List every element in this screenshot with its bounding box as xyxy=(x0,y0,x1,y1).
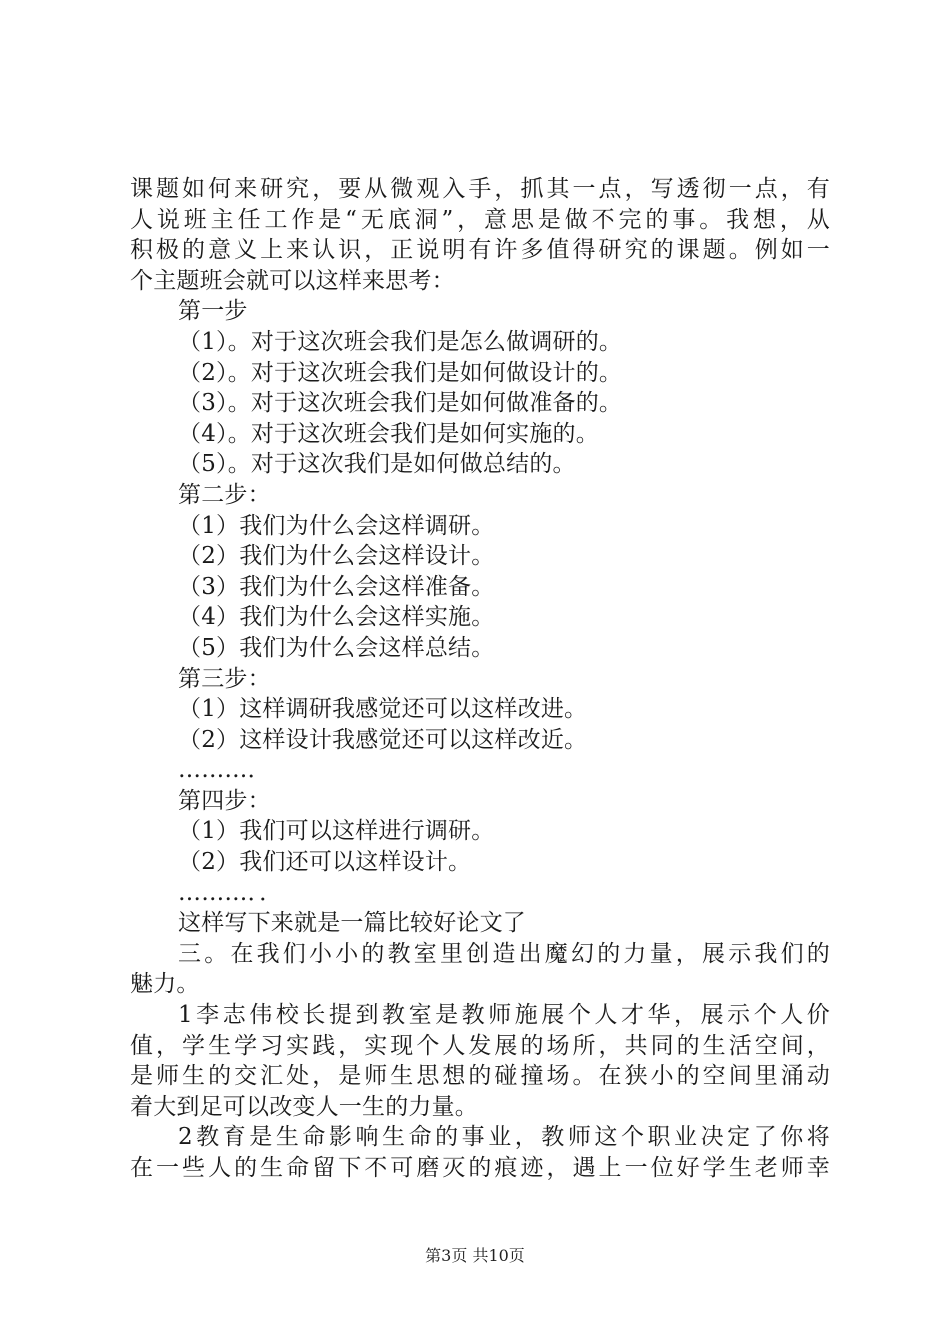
text-line: （2）我们为什么会这样设计。 xyxy=(178,543,495,570)
page-footer: 第3页 共10页 xyxy=(425,1246,525,1265)
text-line: 个主题班会就可以这样来思考： xyxy=(130,267,455,294)
text-line: 第一步 xyxy=(178,298,248,325)
text-line: 在一些人的生命留下不可磨灭的痕迹，遇上一位好学生老师幸 xyxy=(130,1155,830,1181)
text-line: （1）我们为什么会这样调研。 xyxy=(178,512,495,539)
text-line: 着大到足可以改变人一生的力量。 xyxy=(130,1093,478,1120)
text-line: （3）我们为什么会这样准备。 xyxy=(178,573,495,600)
text-line: （2）这样设计我感觉还可以这样改近。 xyxy=(178,726,588,753)
text-line: （2）。对于这次班会我们是如何做设计的。 xyxy=(178,359,623,386)
text-line: 第四步： xyxy=(178,787,271,814)
text-line: 积极的意义上来认识，正说明有许多值得研究的课题。例如一 xyxy=(130,237,830,264)
text-line: （4）。对于这次班会我们是如何实施的。 xyxy=(178,420,599,447)
text-line: （1）我们可以这样进行调研。 xyxy=(178,818,495,845)
text-line: ………． xyxy=(178,757,271,784)
text-line: （5）。对于这次我们是如何做总结的。 xyxy=(178,451,576,478)
text-line: （3）。对于这次班会我们是如何做准备的。 xyxy=(178,390,623,417)
text-line: （1）。对于这次班会我们是怎么做调研的。 xyxy=(178,328,623,355)
text-line: 是师生的交汇处，是师生思想的碰撞场。在狭小的空间里涌动 xyxy=(130,1063,830,1090)
text-line: （4）我们为什么会这样实施。 xyxy=(178,604,495,631)
text-line: （1）这样调研我感觉还可以这样改进。 xyxy=(178,696,588,723)
text-line: （2）我们还可以这样设计。 xyxy=(178,849,472,876)
text-line: 2教育是生命影响生命的事业，教师这个职业决定了你将 xyxy=(178,1124,830,1151)
text-line: 第二步： xyxy=(178,481,271,508)
text-line: （5）我们为什么会这样总结。 xyxy=(178,634,495,661)
text-line: 三。在我们小小的教室里创造出魔幻的力量，展示我们的 xyxy=(178,940,830,967)
text-line: 值，学生学习实践，实现个人发展的场所，共同的生活空间， xyxy=(130,1032,830,1059)
text-line: 人说班主任工作是“无底洞”，意思是做不完的事。我想，从 xyxy=(130,206,830,233)
text-line: 这样写下来就是一篇比较好论文了 xyxy=(178,910,526,937)
text-line: 课题如何来研究，要从微观入手，抓其一点，写透彻一点，有 xyxy=(130,176,830,202)
document-body xyxy=(130,174,830,1184)
text-line: 1李志伟校长提到教室是教师施展个人才华，展示个人价 xyxy=(178,1002,830,1029)
text-line: 第三步： xyxy=(178,665,271,692)
text-line: 魅力。 xyxy=(130,971,200,998)
text-line: ………．． xyxy=(178,879,283,906)
